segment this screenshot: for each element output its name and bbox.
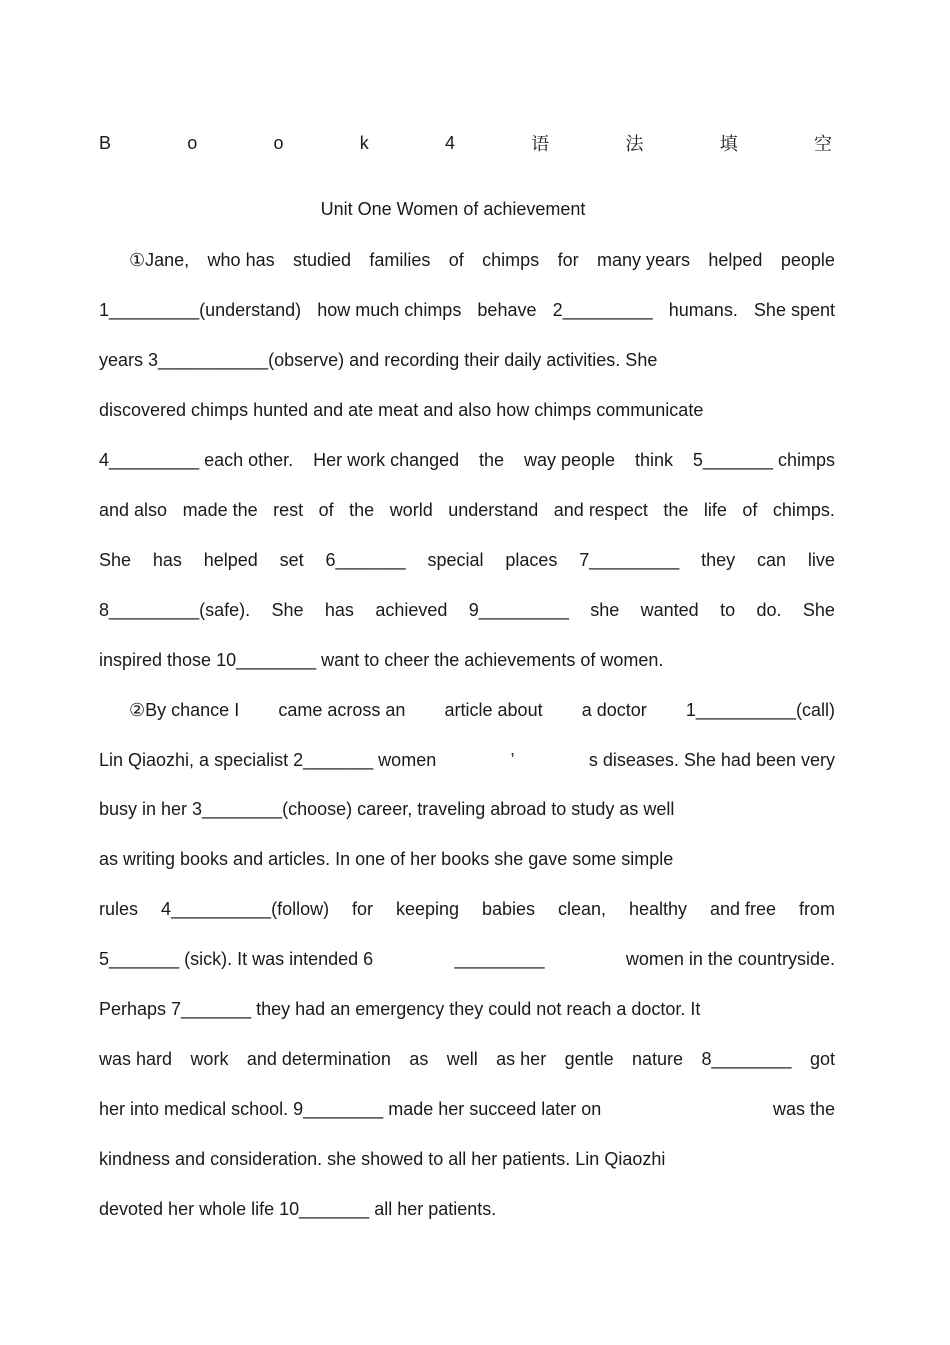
line-text: the (479, 450, 505, 470)
line-text: _________ (454, 949, 545, 969)
line-text: s diseases. She had been very (588, 750, 835, 770)
line-text: 8________ (701, 1049, 792, 1069)
title-char: 填 (719, 134, 738, 154)
line-text: 5_______ (sick). It was intended 6 (99, 949, 374, 969)
line-text: wanted (640, 600, 699, 620)
line-text: article about (444, 700, 543, 720)
line-text: Perhaps 7_______ they had an emergency they could not reach a doctor. It (99, 999, 701, 1019)
line-text: a doctor (581, 700, 647, 720)
line-text: gentle (564, 1049, 614, 1069)
line-text: 7_________ (579, 550, 680, 570)
line-text: discovered chimps hunted and ate meat and also how chimps communicate (99, 400, 704, 420)
line-text: understand (448, 500, 539, 520)
title-char: 4 (444, 132, 455, 153)
line-text: do. (756, 600, 782, 620)
passage-1-line (99, 498, 835, 522)
line-text: as writing books and articles. In one of her books she gave some simple (99, 849, 674, 869)
line-text: families (369, 250, 431, 270)
passage-1-line (99, 548, 835, 572)
passage-1-line (99, 298, 835, 322)
line-text: chimps (482, 250, 540, 270)
passage-2-line (99, 897, 835, 921)
line-text: 1__________(call) (685, 700, 835, 720)
line-text: studied (292, 250, 352, 270)
passage-1-line (99, 648, 835, 672)
line-text: set (279, 550, 304, 570)
line-text: 4_________ each other. (99, 450, 294, 470)
line-text: babies (481, 899, 536, 919)
line-text: Lin Qiaozhi, a specialist 2_______ women (99, 750, 437, 770)
line-text: years 3___________(observe) and recording their daily activities. She (99, 350, 658, 370)
line-text: and respect (553, 500, 648, 520)
passage-2-line (99, 947, 835, 971)
line-text: for (352, 899, 374, 919)
line-text: was hard (99, 1049, 173, 1069)
line-text: who has (207, 250, 275, 270)
line-text: how much chimps (317, 300, 462, 320)
title-char: 语 (531, 134, 550, 154)
line-text: helped (708, 250, 763, 270)
line-text: 8_________(safe). (99, 600, 251, 620)
book-title (99, 131, 832, 155)
line-text: She (99, 550, 132, 570)
passage-2-line (99, 1147, 835, 1171)
line-text: way people (523, 450, 616, 470)
line-text: to (720, 600, 736, 620)
line-text: 1_________(understand) (99, 300, 302, 320)
line-text: 4__________(follow) (160, 899, 330, 919)
title-char: B (99, 132, 112, 153)
passage-2-line (99, 847, 835, 871)
line-text: behave (477, 300, 537, 320)
title-char: 空 (813, 134, 832, 154)
line-text: many years (596, 250, 690, 270)
title-char: o (187, 132, 198, 153)
passage-1-line (99, 598, 835, 622)
line-text: She (802, 600, 835, 620)
line-text: life (703, 500, 727, 520)
line-text: made the (182, 500, 258, 520)
line-text: world (389, 500, 433, 520)
passage-2-line (99, 1047, 835, 1071)
line-text: has (324, 600, 354, 620)
line-text: ’ (510, 750, 515, 770)
line-text: rules (99, 899, 139, 919)
line-text: of (742, 500, 758, 520)
line-text: 5_______ chimps (692, 450, 835, 470)
line-text: ②By chance I (129, 700, 240, 720)
passage-2-line (129, 698, 835, 722)
line-text: chimps. (772, 500, 835, 520)
passage-2-line (99, 997, 835, 1021)
line-text: achieved (375, 600, 448, 620)
line-text: rest (273, 500, 304, 520)
line-text: helped (203, 550, 258, 570)
line-text: clean, (557, 899, 607, 919)
line-text: for (557, 250, 579, 270)
line-text: ①Jane, (129, 250, 190, 270)
line-text: work (190, 1049, 229, 1069)
line-text: the (663, 500, 689, 520)
line-text: people (780, 250, 835, 270)
line-text: 2_________ (552, 300, 653, 320)
line-text: and determination (246, 1049, 391, 1069)
passage-1-line (99, 398, 835, 422)
line-text: She (271, 600, 304, 620)
line-text: places (505, 550, 558, 570)
line-text: kindness and consideration. she showed to all her patients. Lin Qiaozhi (99, 1149, 666, 1169)
line-text: her into medical school. 9________ made her succeed later on (99, 1099, 602, 1119)
passage-1-line (129, 248, 835, 272)
line-text: well (446, 1049, 478, 1069)
line-text: the (349, 500, 375, 520)
line-text: nature (632, 1049, 684, 1069)
line-text: 9_________ (468, 600, 569, 620)
line-text: and also (99, 500, 168, 520)
line-text: as her (496, 1049, 547, 1069)
line-text: 6_______ (325, 550, 406, 570)
title-char: o (273, 132, 284, 153)
line-text: of (448, 250, 464, 270)
line-text: can (757, 550, 787, 570)
line-text: keeping (395, 899, 460, 919)
passage-1-line (99, 448, 835, 472)
line-text: she (590, 600, 620, 620)
title-char: 法 (625, 134, 644, 154)
passage-2-line (99, 748, 835, 772)
line-text: was the (772, 1099, 835, 1119)
line-text: special (427, 550, 484, 570)
passage-2-line (99, 1097, 835, 1121)
passage-1-line (99, 348, 835, 372)
line-text: Her work changed (313, 450, 460, 470)
line-text: think (634, 450, 673, 470)
line-text: has (152, 550, 182, 570)
line-text: healthy (628, 899, 687, 919)
line-text: live (807, 550, 835, 570)
line-text: and free (709, 899, 776, 919)
line-text: inspired those 10________ want to cheer the achievements of women. (99, 650, 664, 670)
line-text: humans. (668, 300, 738, 320)
line-text: they (701, 550, 736, 570)
line-text: came across an (278, 700, 406, 720)
passage-2-line (99, 797, 835, 821)
line-text: from (798, 899, 835, 919)
title-char: k (359, 132, 369, 153)
line-text: She spent (753, 300, 835, 320)
passage-2-line (99, 1197, 835, 1221)
line-text: got (809, 1049, 835, 1069)
line-text: as (409, 1049, 429, 1069)
line-text: devoted her whole life 10_______ all her patients. (99, 1199, 497, 1219)
line-text: of (318, 500, 334, 520)
line-text: women in the countryside. (625, 949, 835, 969)
unit-title: Unit One Women of achievement (320, 199, 586, 219)
line-text: busy in her 3________(choose) career, traveling abroad to study as well (99, 799, 675, 819)
